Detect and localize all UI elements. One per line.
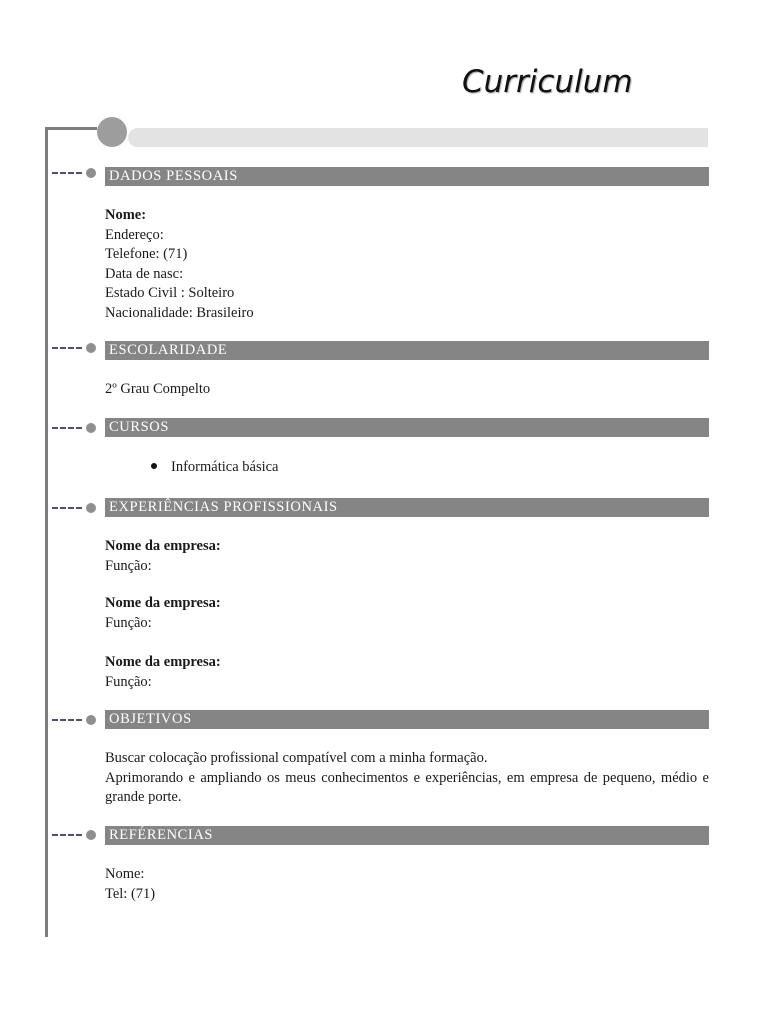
estado-civil-field: Estado Civil : Solteiro <box>105 285 235 301</box>
empresa-label: Nome da empresa: <box>105 654 221 670</box>
escolaridade-text: 2º Grau Compelto <box>105 381 211 397</box>
document-title: Curriculum <box>462 64 633 100</box>
section-header-referencias: REFÉRENCIAS <box>105 826 709 845</box>
empresa-label: Nome da empresa: <box>105 538 221 554</box>
funcao-label: Função: <box>105 557 152 574</box>
nacionalidade-field: Nacionalidade: Brasileiro <box>105 304 254 321</box>
experiencia-entry <box>105 653 221 692</box>
referencias-content <box>105 865 155 904</box>
bullet-icon <box>151 463 157 469</box>
objetivos-line-1: Buscar colocação profissional compatível com a minha formação. <box>105 750 488 766</box>
experiencia-entry <box>105 537 221 576</box>
referencia-tel: Tel: (71) <box>105 885 156 902</box>
objetivos-content <box>105 749 709 808</box>
timeline-vertical-line <box>45 127 48 937</box>
data-nasc-field: Data de nasc: <box>105 265 184 282</box>
experiencia-entry <box>105 594 221 633</box>
connector-objetivos <box>48 715 94 725</box>
connector-experiencias <box>48 503 94 513</box>
telefone-field: Telefone: (71) <box>105 246 188 262</box>
connector-referencias <box>48 830 94 840</box>
nome-field: Nome: <box>105 207 147 223</box>
section-header-dados-pessoais: DADOS PESSOAIS <box>105 167 709 186</box>
referencia-nome: Nome: <box>105 866 145 882</box>
curso-list-item <box>151 458 278 477</box>
top-decorative-bar <box>128 128 708 147</box>
funcao-label: Função: <box>105 673 152 690</box>
dados-pessoais-content <box>105 206 254 323</box>
section-header-experiencias: EXPERIÊNCIAS PROFISSIONAIS <box>105 498 709 517</box>
section-header-objetivos: OBJETIVOS <box>105 710 709 729</box>
timeline-horizontal-line <box>45 127 97 130</box>
empresa-label: Nome da empresa: <box>105 595 221 611</box>
funcao-label: Função: <box>105 614 152 631</box>
timeline-big-dot <box>97 117 127 147</box>
connector-escolaridade <box>48 343 94 353</box>
connector-cursos <box>48 423 94 433</box>
connector-dados-pessoais <box>48 168 94 178</box>
objetivos-line-2: Aprimorando e ampliando os meus conhecimentos e experiências, em empresa de pequeno, médio e grande porte. <box>105 769 709 805</box>
section-header-escolaridade: ESCOLARIDADE <box>105 341 709 360</box>
endereco-field: Endereço: <box>105 226 164 243</box>
curso-label: Informática básica <box>171 459 279 475</box>
section-header-cursos: CURSOS <box>105 418 709 437</box>
